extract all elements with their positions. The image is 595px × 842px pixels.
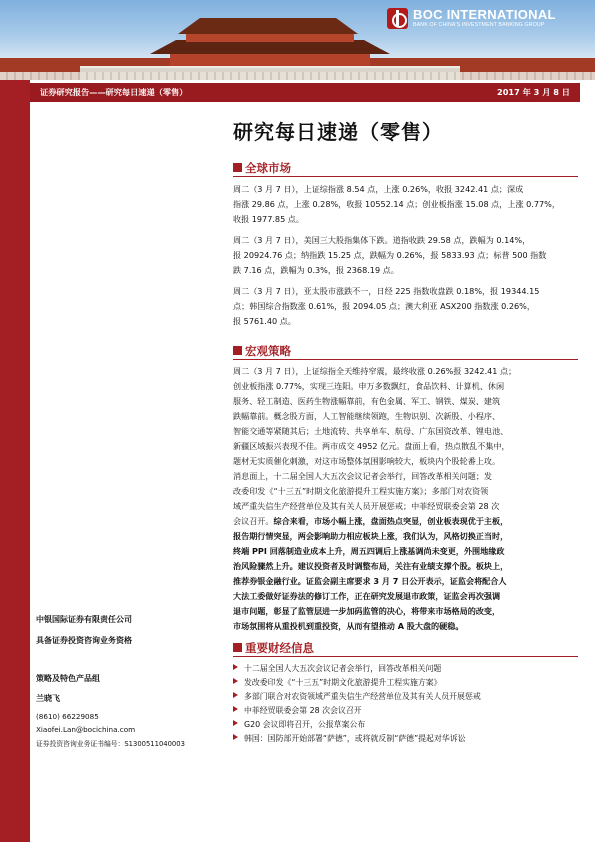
news-list <box>233 662 579 746</box>
section-heading-global-market: 全球市场 <box>233 160 291 176</box>
brand-tagline: BANK OF CHINA'S INVESTMENT BANKING GROUP <box>413 22 545 28</box>
report-date: 2017 年 3 月 8 日 <box>497 87 570 97</box>
section-square-icon <box>233 163 242 172</box>
news-item: 多部门联合对农资领域严重失信生产经营单位及其有关人员开展惩戒 <box>233 690 579 704</box>
brand-name: BOC INTERNATIONAL <box>413 7 556 22</box>
bullet-arrow-icon <box>233 706 238 712</box>
sidebar-qualification: 具备证券投资咨询业务资格 <box>36 636 132 645</box>
paragraph-asia-pacific-market: 周二（3 月 7 日），亚太股市涨跌不一，日经 225 指数收盘跌 0.18%，报 19344.15 点；韩国综合指数涨 0.61%，报 2094.05 点；澳大利亚 ASX200 指数涨 0.26%， 报 5761.40 点。 <box>233 286 540 326</box>
left-red-stripe <box>0 80 30 842</box>
sidebar-company: 中银国际证券有限责任公司 <box>36 615 132 624</box>
paragraph-shanghai-market: 周二（3 月 7 日），上证综指涨 8.54 点，上涨 0.26%，收报 3242.41 点；深成 指涨 29.86 点，上涨 0.28%，收报 10552.14 点；创业板指涨 15.08 点，上涨 0.77%， 收报 1977.85 点。 <box>233 184 560 224</box>
sidebar-certificate: 证券投资咨询业务证书编号：S1300511040003 <box>36 740 185 748</box>
palace-roof-upper <box>178 18 358 34</box>
news-item: 韩国：国防部开始部署“萨德”，或将就反制“萨德”提起对华诉讼 <box>233 732 579 746</box>
section-divider <box>233 656 578 657</box>
page-title: 研究每日速递（零售） <box>233 120 443 144</box>
report-type: 证券研究报告——研究每日速递（零售） <box>40 87 188 97</box>
paragraph-us-market: 周二（3 月 7 日），美国三大股指集体下跌。道指收跌 29.58 点，跌幅为 0.14%， 报 20924.76 点；纳指跌 15.25 点，跌幅为 0.26%，报 5833.93 点；标普 500 指数 跌 7.16 点，跌幅为 0.3%，报 2368.19 点。 <box>233 235 547 275</box>
section-divider <box>233 176 578 177</box>
sidebar-phone: (8610) 66229085 <box>36 712 99 721</box>
news-item: 发改委印发《“十三五”时期文化旅游提升工程实施方案》 <box>233 676 579 690</box>
bullet-arrow-icon <box>233 734 238 740</box>
news-item: 中菲经贸联委会第 28 次会议召开 <box>233 704 579 718</box>
section-heading-macro-strategy: 宏观策略 <box>233 343 291 359</box>
section-heading-financial-news: 重要财经信息 <box>233 640 314 656</box>
palace-roof-lower <box>150 40 390 54</box>
boc-logo-icon <box>387 8 408 29</box>
section-divider <box>233 359 578 360</box>
news-item: G20 会议即将召开，公报草案公布 <box>233 718 579 732</box>
paragraph-macro-strategy: 周二（3 月 7 日），上证综指全天维持窄震，最终收涨 0.26%报 3242.41 点； 创业板指涨 0.77%，实现三连阳。申万多数飘红，食品饮料、计算机、休闲 服务、轻工制造、医药生物涨幅靠前，有色金属、军工、钢铁、煤炭、建筑 跌幅靠前。概念股方面，人工智能继续领跑，生物识别、次新股、小程序、 智能交通等紧随其后；土地流转、共享单车、航母、广东国资改革、锂电池、 新疆区域振兴表现不佳。两市成交 4952 亿元。盘面上看，热点散乱不集中， 题材无实质催化刺激，对这市场整体氛围影响较大，板块内个股轮番上攻。 消息面上，十二届全国人大五次会议记者会举行，回答改革相关问题；发 改委印发《“十三五”时期文化旅游提升工程实施方案》；多部门对农资领 域严重失信生产经营单位及其有关人员开展惩戒；中菲经贸联委会第 28 次 会议召开。综合来看，市场小幅上涨，盘面热点突显，创业板表现优于主板， 报告期行情突显，两会影响助力相应板块上涨，我们认为，风格切换正当时， 终端 PPI 回落制造业成本上升，周五四调后上涨基调尚未变更，外围地缘政 治风险骤然上升。建议投资者及时调整布局，关注有业绩支撑个股。板块上， 推荐券银金融行业。证监会副主席要求 3 月 7 日公开表示，证监会将配合人 大法工委做好证券法的修订工作，正在研究发展退市政策，证监会再次强调 退市问题，彰显了监管层进一步加码监管的决心，将带来市场格局的改变， 市场氛围将从重投机到重投资，从而有望推动 A 股大盘的硬稳。 <box>233 366 517 631</box>
bullet-arrow-icon <box>233 678 238 684</box>
sidebar-analyst: 兰晓飞 <box>36 694 60 703</box>
report-header-bar <box>30 83 580 102</box>
bullet-arrow-icon <box>233 720 238 726</box>
section-square-icon <box>233 346 242 355</box>
section-square-icon <box>233 643 242 652</box>
palace-railing <box>0 72 595 80</box>
sidebar-email[interactable]: Xiaofei.Lan@bocichina.com <box>36 725 136 734</box>
palace-hall-body <box>186 34 354 42</box>
bullet-arrow-icon <box>233 664 238 670</box>
bullet-arrow-icon <box>233 692 238 698</box>
sidebar-group: 策略及特色产品组 <box>36 674 100 683</box>
header-banner-image <box>0 0 595 80</box>
news-item: 十二届全国人大五次会议记者会举行，回答改革相关问题 <box>233 662 579 676</box>
